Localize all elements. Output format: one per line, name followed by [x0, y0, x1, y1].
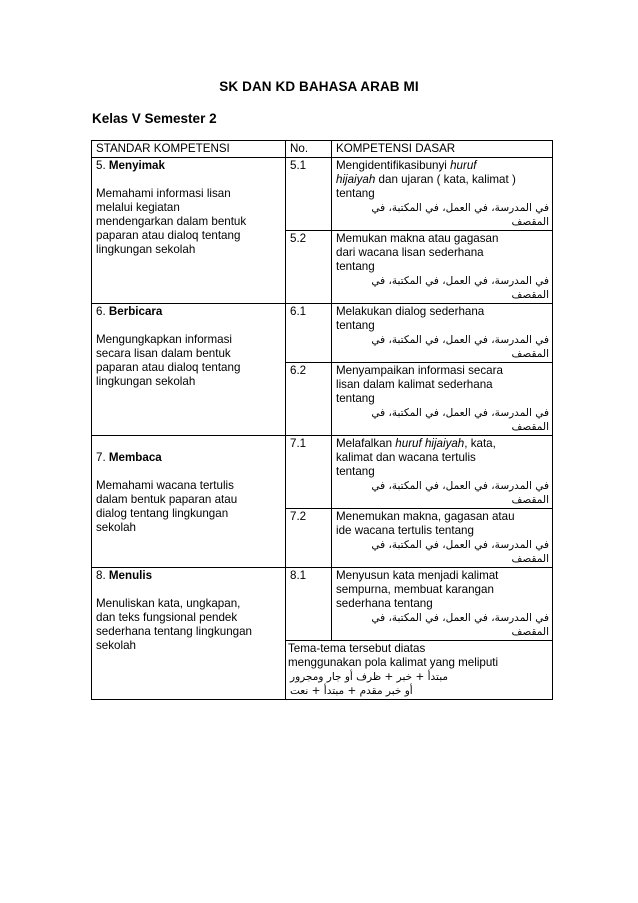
sk-number: 6.	[96, 305, 109, 318]
kd-arabic-context: في المدرسة، في العمل، في المكتبة، في المقصف	[371, 334, 549, 360]
table-header-row	[92, 141, 553, 158]
kd-text: Mengidentifikasibunyi	[336, 159, 451, 172]
table-row	[92, 568, 553, 641]
sk-cell-berbicara	[92, 304, 286, 436]
sk-desc-line: sederhana tentang lingkungan	[96, 625, 253, 638]
kd-text-italic: huruf hijaiyah	[395, 437, 465, 450]
sk-name: Menyimak	[108, 159, 165, 172]
kd-text: dari wacana lisan sederhana	[336, 246, 484, 259]
sk-desc-line: melalui kegiatan	[96, 201, 180, 214]
note-arabic-pattern: مبتدأ + خبر + ظرف أو جار ومجرور	[290, 671, 448, 683]
sk-number: 7.	[96, 451, 109, 464]
sk-desc-line: paparan atau dialoq tentang	[96, 229, 241, 242]
kd-number: 7.2	[286, 509, 332, 568]
kd-arabic-context: في المدرسة، في العمل، في المكتبة، في المقصف	[371, 539, 549, 565]
kd-text: Menyampaikan informasi secara	[336, 364, 503, 377]
sk-desc-line: Menuliskan kata, ungkapan,	[96, 597, 241, 610]
table-row	[92, 158, 553, 231]
sk-name: Menulis	[108, 569, 153, 582]
kd-arabic-context: في المدرسة، في العمل، في المكتبة، في المقصف	[371, 275, 549, 301]
sk-desc-line: Memahami wacana tertulis	[96, 479, 234, 492]
kd-arabic-context: في المدرسة، في العمل، في المكتبة، في المقصف	[371, 612, 549, 638]
kd-cell	[332, 509, 553, 568]
kd-text: tentang	[336, 465, 375, 478]
kd-text: Menemukan makna, gagasan atau	[336, 510, 515, 523]
sk-desc-line: lingkungan sekolah	[96, 243, 196, 256]
sk-number: 8.	[96, 569, 109, 582]
kd-number: 8.1	[286, 568, 332, 641]
kd-text: tentang	[336, 260, 375, 273]
kd-text: kalimat dan wacana tertulis	[336, 451, 476, 464]
kd-text: sederhana tentang	[336, 597, 433, 610]
note-text: Tema-tema tersebut diatas	[288, 642, 426, 655]
sk-cell-menyimak	[92, 158, 286, 304]
kd-text: tentang	[336, 392, 375, 405]
kd-number: 6.1	[286, 304, 332, 363]
sk-cell-membaca	[92, 436, 286, 568]
table-row	[92, 436, 553, 509]
sk-desc-line: lingkungan sekolah	[96, 375, 196, 388]
kd-cell	[332, 158, 553, 231]
kd-text: lisan dalam kalimat sederhana	[336, 378, 493, 391]
sk-desc-line: Memahami informasi lisan	[96, 187, 231, 200]
sk-desc-line: dalam bentuk paparan atau	[96, 493, 238, 506]
kd-text-italic: huruf	[450, 159, 477, 172]
kd-text: dan ujaran ( kata, kalimat )	[375, 173, 516, 186]
competency-table	[91, 140, 553, 700]
page-title: SK DAN KD BAHASA ARAB MI	[219, 79, 419, 94]
sk-desc-line: paparan atau dialoq tentang	[96, 361, 241, 374]
kd-text: Memukan makna atau gagasan	[336, 232, 499, 245]
kd-cell	[332, 304, 553, 363]
header-no: No.	[286, 141, 332, 158]
kd-text: Melakukan dialog sederhana	[336, 305, 485, 318]
sk-desc-line: Mengungkapkan informasi	[96, 333, 232, 346]
class-semester-heading: Kelas V Semester 2	[92, 111, 217, 126]
kd-number: 7.1	[286, 436, 332, 509]
header-sk: STANDAR KOMPETENSI	[92, 141, 286, 158]
note-text: menggunakan pola kalimat yang meliputi	[288, 656, 499, 669]
kd-text: tentang	[336, 187, 375, 200]
sentence-pattern-note	[286, 641, 553, 700]
kd-cell	[332, 436, 553, 509]
sk-cell-menulis	[92, 568, 286, 700]
kd-text: ide wacana tertulis tentang	[336, 524, 474, 537]
kd-number: 5.1	[286, 158, 332, 231]
kd-text: tentang	[336, 319, 375, 332]
sk-name: Membaca	[108, 451, 162, 464]
kd-text: Menyusun kata menjadi kalimat	[336, 569, 499, 582]
kd-text: Melafalkan	[336, 437, 396, 450]
sk-number: 5.	[96, 159, 109, 172]
sk-desc-line: mendengarkan dalam bentuk	[96, 215, 247, 228]
sk-desc-line: dan teks fungsional pendek	[96, 611, 238, 624]
kd-text: , kata,	[464, 437, 496, 450]
sk-desc-line: sekolah	[96, 521, 136, 534]
sk-desc-line: secara lisan dalam bentuk	[96, 347, 231, 360]
note-arabic-pattern: أو خبر مقدم + مبتدأ + نعت	[290, 685, 413, 697]
sk-desc-line: dialog tentang lingkungan	[96, 507, 229, 520]
header-kd: KOMPETENSI DASAR	[332, 141, 553, 158]
kd-number: 5.2	[286, 231, 332, 304]
kd-arabic-context: في المدرسة، في العمل، في المكتبة، في المقصف	[371, 202, 549, 228]
kd-cell	[332, 231, 553, 304]
kd-number: 6.2	[286, 363, 332, 436]
table-row	[92, 304, 553, 363]
kd-arabic-context: في المدرسة، في العمل، في المكتبة، في المقصف	[371, 407, 549, 433]
sk-name: Berbicara	[108, 305, 163, 318]
sk-desc-line: sekolah	[96, 639, 136, 652]
kd-cell	[332, 568, 553, 641]
kd-text: sempurna, membuat karangan	[336, 583, 494, 596]
kd-arabic-context: في المدرسة، في العمل، في المكتبة، في المقصف	[371, 480, 549, 506]
kd-cell	[332, 363, 553, 436]
kd-text-italic: hijaiyah	[336, 173, 376, 186]
